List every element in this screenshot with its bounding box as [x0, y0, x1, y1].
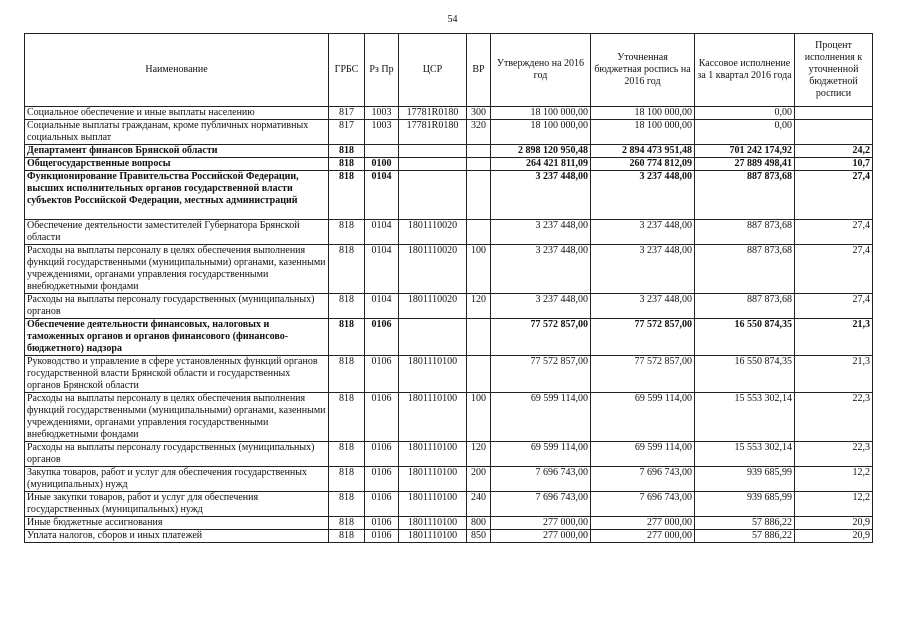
cell-cash: 27 889 498,41 — [695, 158, 795, 171]
cell-approved: 3 237 448,00 — [491, 294, 591, 319]
cell-name: Департамент финансов Брянской области — [25, 145, 329, 158]
cell-grbs: 818 — [329, 356, 365, 393]
cell-csr: 1801110100 — [399, 517, 467, 530]
cell-cash: 16 550 874,35 — [695, 356, 795, 393]
header-revised: Уточненная бюджетная роспись на 2016 год — [591, 34, 695, 107]
cell-csr: 1801110100 — [399, 442, 467, 467]
cell-name: Функционирование Правительства Российской Федерации, высших исполнительных органов государственной власти субъектов Российской Федерации, местных администраций — [25, 171, 329, 220]
cell-csr: 1801110020 — [399, 245, 467, 294]
cell-percent: 27,4 — [795, 245, 873, 294]
cell-cash: 15 553 302,14 — [695, 442, 795, 467]
table-row — [25, 467, 873, 492]
cell-revised: 3 237 448,00 — [591, 245, 695, 294]
cell-grbs: 818 — [329, 393, 365, 442]
cell-percent: 24,2 — [795, 145, 873, 158]
cell-name: Расходы на выплаты персоналу в целях обеспечения выполнения функций государственными (муниципальными) органами, казенными учреждениями, органами управления государственными внебюджетными фондами — [25, 245, 329, 294]
cell-csr: 1801110020 — [399, 220, 467, 245]
table-row — [25, 356, 873, 393]
cell-name: Закупка товаров, работ и услуг для обеспечения государственных (муниципальных) нужд — [25, 467, 329, 492]
cell-revised: 69 599 114,00 — [591, 442, 695, 467]
cell-cash: 57 886,22 — [695, 517, 795, 530]
cell-name: Уплата налогов, сборов и иных платежей — [25, 530, 329, 543]
cell-rzpr: 0106 — [365, 319, 399, 356]
cell-csr: 1801110100 — [399, 492, 467, 517]
cell-rzpr: 0104 — [365, 245, 399, 294]
header-vr: ВР — [467, 34, 491, 107]
cell-name: Расходы на выплаты персоналу в целях обеспечения выполнения функций государственными (муниципальными) органами, казенными учреждениями, органами управления государственными внебюджетными фондами — [25, 393, 329, 442]
table-row — [25, 120, 873, 145]
cell-vr — [467, 319, 491, 356]
cell-rzpr: 0104 — [365, 220, 399, 245]
cell-approved: 3 237 448,00 — [491, 245, 591, 294]
cell-percent — [795, 120, 873, 145]
cell-cash: 701 242 174,92 — [695, 145, 795, 158]
cell-rzpr: 0106 — [365, 393, 399, 442]
cell-revised: 3 237 448,00 — [591, 171, 695, 220]
cell-cash: 887 873,68 — [695, 220, 795, 245]
cell-percent — [795, 107, 873, 120]
cell-grbs: 818 — [329, 492, 365, 517]
cell-percent: 22,3 — [795, 393, 873, 442]
cell-name: Обеспечение деятельности заместителей Губернатора Брянской области — [25, 220, 329, 245]
cell-name: Иные бюджетные ассигнования — [25, 517, 329, 530]
cell-approved: 277 000,00 — [491, 530, 591, 543]
cell-approved: 277 000,00 — [491, 517, 591, 530]
cell-revised: 18 100 000,00 — [591, 120, 695, 145]
cell-csr: 1801110100 — [399, 530, 467, 543]
cell-revised: 3 237 448,00 — [591, 220, 695, 245]
cell-approved: 7 696 743,00 — [491, 467, 591, 492]
cell-rzpr: 0106 — [365, 442, 399, 467]
cell-rzpr: 1003 — [365, 107, 399, 120]
cell-csr: 17781R0180 — [399, 107, 467, 120]
cell-csr: 17781R0180 — [399, 120, 467, 145]
table-row — [25, 294, 873, 319]
cell-cash: 887 873,68 — [695, 294, 795, 319]
cell-percent: 27,4 — [795, 220, 873, 245]
cell-percent: 10,7 — [795, 158, 873, 171]
cell-vr — [467, 171, 491, 220]
cell-vr: 800 — [467, 517, 491, 530]
cell-grbs: 818 — [329, 145, 365, 158]
table-row — [25, 442, 873, 467]
cell-revised: 3 237 448,00 — [591, 294, 695, 319]
cell-grbs: 818 — [329, 530, 365, 543]
cell-rzpr: 0106 — [365, 517, 399, 530]
cell-vr: 100 — [467, 393, 491, 442]
cell-vr: 300 — [467, 107, 491, 120]
cell-rzpr — [365, 145, 399, 158]
page-number: 54 — [447, 14, 458, 25]
cell-grbs: 818 — [329, 442, 365, 467]
table-row — [25, 220, 873, 245]
cell-vr: 100 — [467, 245, 491, 294]
cell-cash: 887 873,68 — [695, 171, 795, 220]
table-row — [25, 530, 873, 543]
header-approved: Утверждено на 2016 год — [491, 34, 591, 107]
cell-csr: 1801110100 — [399, 356, 467, 393]
cell-revised: 277 000,00 — [591, 530, 695, 543]
table-row — [25, 517, 873, 530]
cell-rzpr: 0104 — [365, 171, 399, 220]
cell-rzpr: 0106 — [365, 467, 399, 492]
cell-approved: 264 421 811,09 — [491, 158, 591, 171]
cell-grbs: 818 — [329, 171, 365, 220]
cell-vr — [467, 145, 491, 158]
cell-grbs: 818 — [329, 467, 365, 492]
cell-cash: 939 685,99 — [695, 492, 795, 517]
header-rzpr: Рз Пр — [365, 34, 399, 107]
cell-revised: 260 774 812,09 — [591, 158, 695, 171]
header-csr: ЦСР — [399, 34, 467, 107]
cell-approved: 18 100 000,00 — [491, 120, 591, 145]
cell-cash: 887 873,68 — [695, 245, 795, 294]
cell-grbs: 817 — [329, 120, 365, 145]
cell-percent: 27,4 — [795, 171, 873, 220]
cell-percent: 22,3 — [795, 442, 873, 467]
cell-rzpr: 1003 — [365, 120, 399, 145]
cell-cash: 0,00 — [695, 107, 795, 120]
cell-cash: 57 886,22 — [695, 530, 795, 543]
table-row — [25, 145, 873, 158]
cell-approved: 18 100 000,00 — [491, 107, 591, 120]
cell-csr — [399, 319, 467, 356]
cell-name: Расходы на выплаты персоналу государственных (муниципальных) органов — [25, 442, 329, 467]
cell-name: Общегосударственные вопросы — [25, 158, 329, 171]
cell-rzpr: 0106 — [365, 492, 399, 517]
cell-vr — [467, 356, 491, 393]
cell-approved: 2 898 120 950,48 — [491, 145, 591, 158]
cell-rzpr: 0106 — [365, 356, 399, 393]
header-grbs: ГРБС — [329, 34, 365, 107]
cell-percent: 27,4 — [795, 294, 873, 319]
cell-grbs: 818 — [329, 517, 365, 530]
table-row — [25, 171, 873, 220]
cell-name: Руководство и управление в сфере установленных функций органов государственной власти Брянской области и государственных органов Брянской области — [25, 356, 329, 393]
cell-name: Обеспечение деятельности финансовых, налоговых и таможенных органов и органов финансового (финансово-бюджетного) надзора — [25, 319, 329, 356]
header-row — [25, 34, 873, 107]
cell-cash: 939 685,99 — [695, 467, 795, 492]
cell-vr: 850 — [467, 530, 491, 543]
cell-revised: 7 696 743,00 — [591, 467, 695, 492]
cell-grbs: 818 — [329, 294, 365, 319]
cell-grbs: 818 — [329, 245, 365, 294]
cell-csr — [399, 171, 467, 220]
cell-rzpr: 0100 — [365, 158, 399, 171]
cell-csr — [399, 158, 467, 171]
cell-revised: 277 000,00 — [591, 517, 695, 530]
cell-approved: 7 696 743,00 — [491, 492, 591, 517]
cell-approved: 69 599 114,00 — [491, 442, 591, 467]
cell-name: Расходы на выплаты персоналу государственных (муниципальных) органов — [25, 294, 329, 319]
cell-percent: 20,9 — [795, 530, 873, 543]
cell-revised: 77 572 857,00 — [591, 319, 695, 356]
cell-vr — [467, 220, 491, 245]
cell-vr: 120 — [467, 294, 491, 319]
cell-revised: 18 100 000,00 — [591, 107, 695, 120]
cell-name: Социальные выплаты гражданам, кроме публичных нормативных социальных выплат — [25, 120, 329, 145]
table-body — [25, 107, 873, 543]
cell-csr: 1801110020 — [399, 294, 467, 319]
cell-vr: 240 — [467, 492, 491, 517]
header-percent: Процент исполнения к уточненной бюджетной росписи — [795, 34, 873, 107]
cell-cash: 16 550 874,35 — [695, 319, 795, 356]
cell-grbs: 818 — [329, 158, 365, 171]
cell-csr: 1801110100 — [399, 393, 467, 442]
cell-vr: 200 — [467, 467, 491, 492]
table-row — [25, 245, 873, 294]
cell-rzpr: 0104 — [365, 294, 399, 319]
cell-rzpr: 0106 — [365, 530, 399, 543]
cell-revised: 7 696 743,00 — [591, 492, 695, 517]
cell-grbs: 818 — [329, 220, 365, 245]
cell-revised: 69 599 114,00 — [591, 393, 695, 442]
cell-csr: 1801110100 — [399, 467, 467, 492]
cell-vr — [467, 158, 491, 171]
cell-name: Социальное обеспечение и иные выплаты населению — [25, 107, 329, 120]
cell-percent: 12,2 — [795, 492, 873, 517]
cell-name: Иные закупки товаров, работ и услуг для обеспечения государственных (муниципальных) нужд — [25, 492, 329, 517]
cell-revised: 77 572 857,00 — [591, 356, 695, 393]
cell-approved: 3 237 448,00 — [491, 220, 591, 245]
budget-table — [24, 33, 873, 543]
cell-cash: 0,00 — [695, 120, 795, 145]
table-row — [25, 492, 873, 517]
cell-vr: 320 — [467, 120, 491, 145]
header-cash: Кассовое исполнение за 1 квартал 2016 года — [695, 34, 795, 107]
table-row — [25, 158, 873, 171]
cell-approved: 3 237 448,00 — [491, 171, 591, 220]
cell-grbs: 817 — [329, 107, 365, 120]
table-row — [25, 319, 873, 356]
cell-percent: 20,9 — [795, 517, 873, 530]
cell-percent: 12,2 — [795, 467, 873, 492]
cell-percent: 21,3 — [795, 356, 873, 393]
cell-revised: 2 894 473 951,48 — [591, 145, 695, 158]
cell-approved: 77 572 857,00 — [491, 319, 591, 356]
table-row — [25, 393, 873, 442]
header-name: Наименование — [25, 34, 329, 107]
cell-cash: 15 553 302,14 — [695, 393, 795, 442]
cell-csr — [399, 145, 467, 158]
cell-vr: 120 — [467, 442, 491, 467]
table-row — [25, 107, 873, 120]
cell-approved: 77 572 857,00 — [491, 356, 591, 393]
cell-percent: 21,3 — [795, 319, 873, 356]
cell-grbs: 818 — [329, 319, 365, 356]
cell-approved: 69 599 114,00 — [491, 393, 591, 442]
